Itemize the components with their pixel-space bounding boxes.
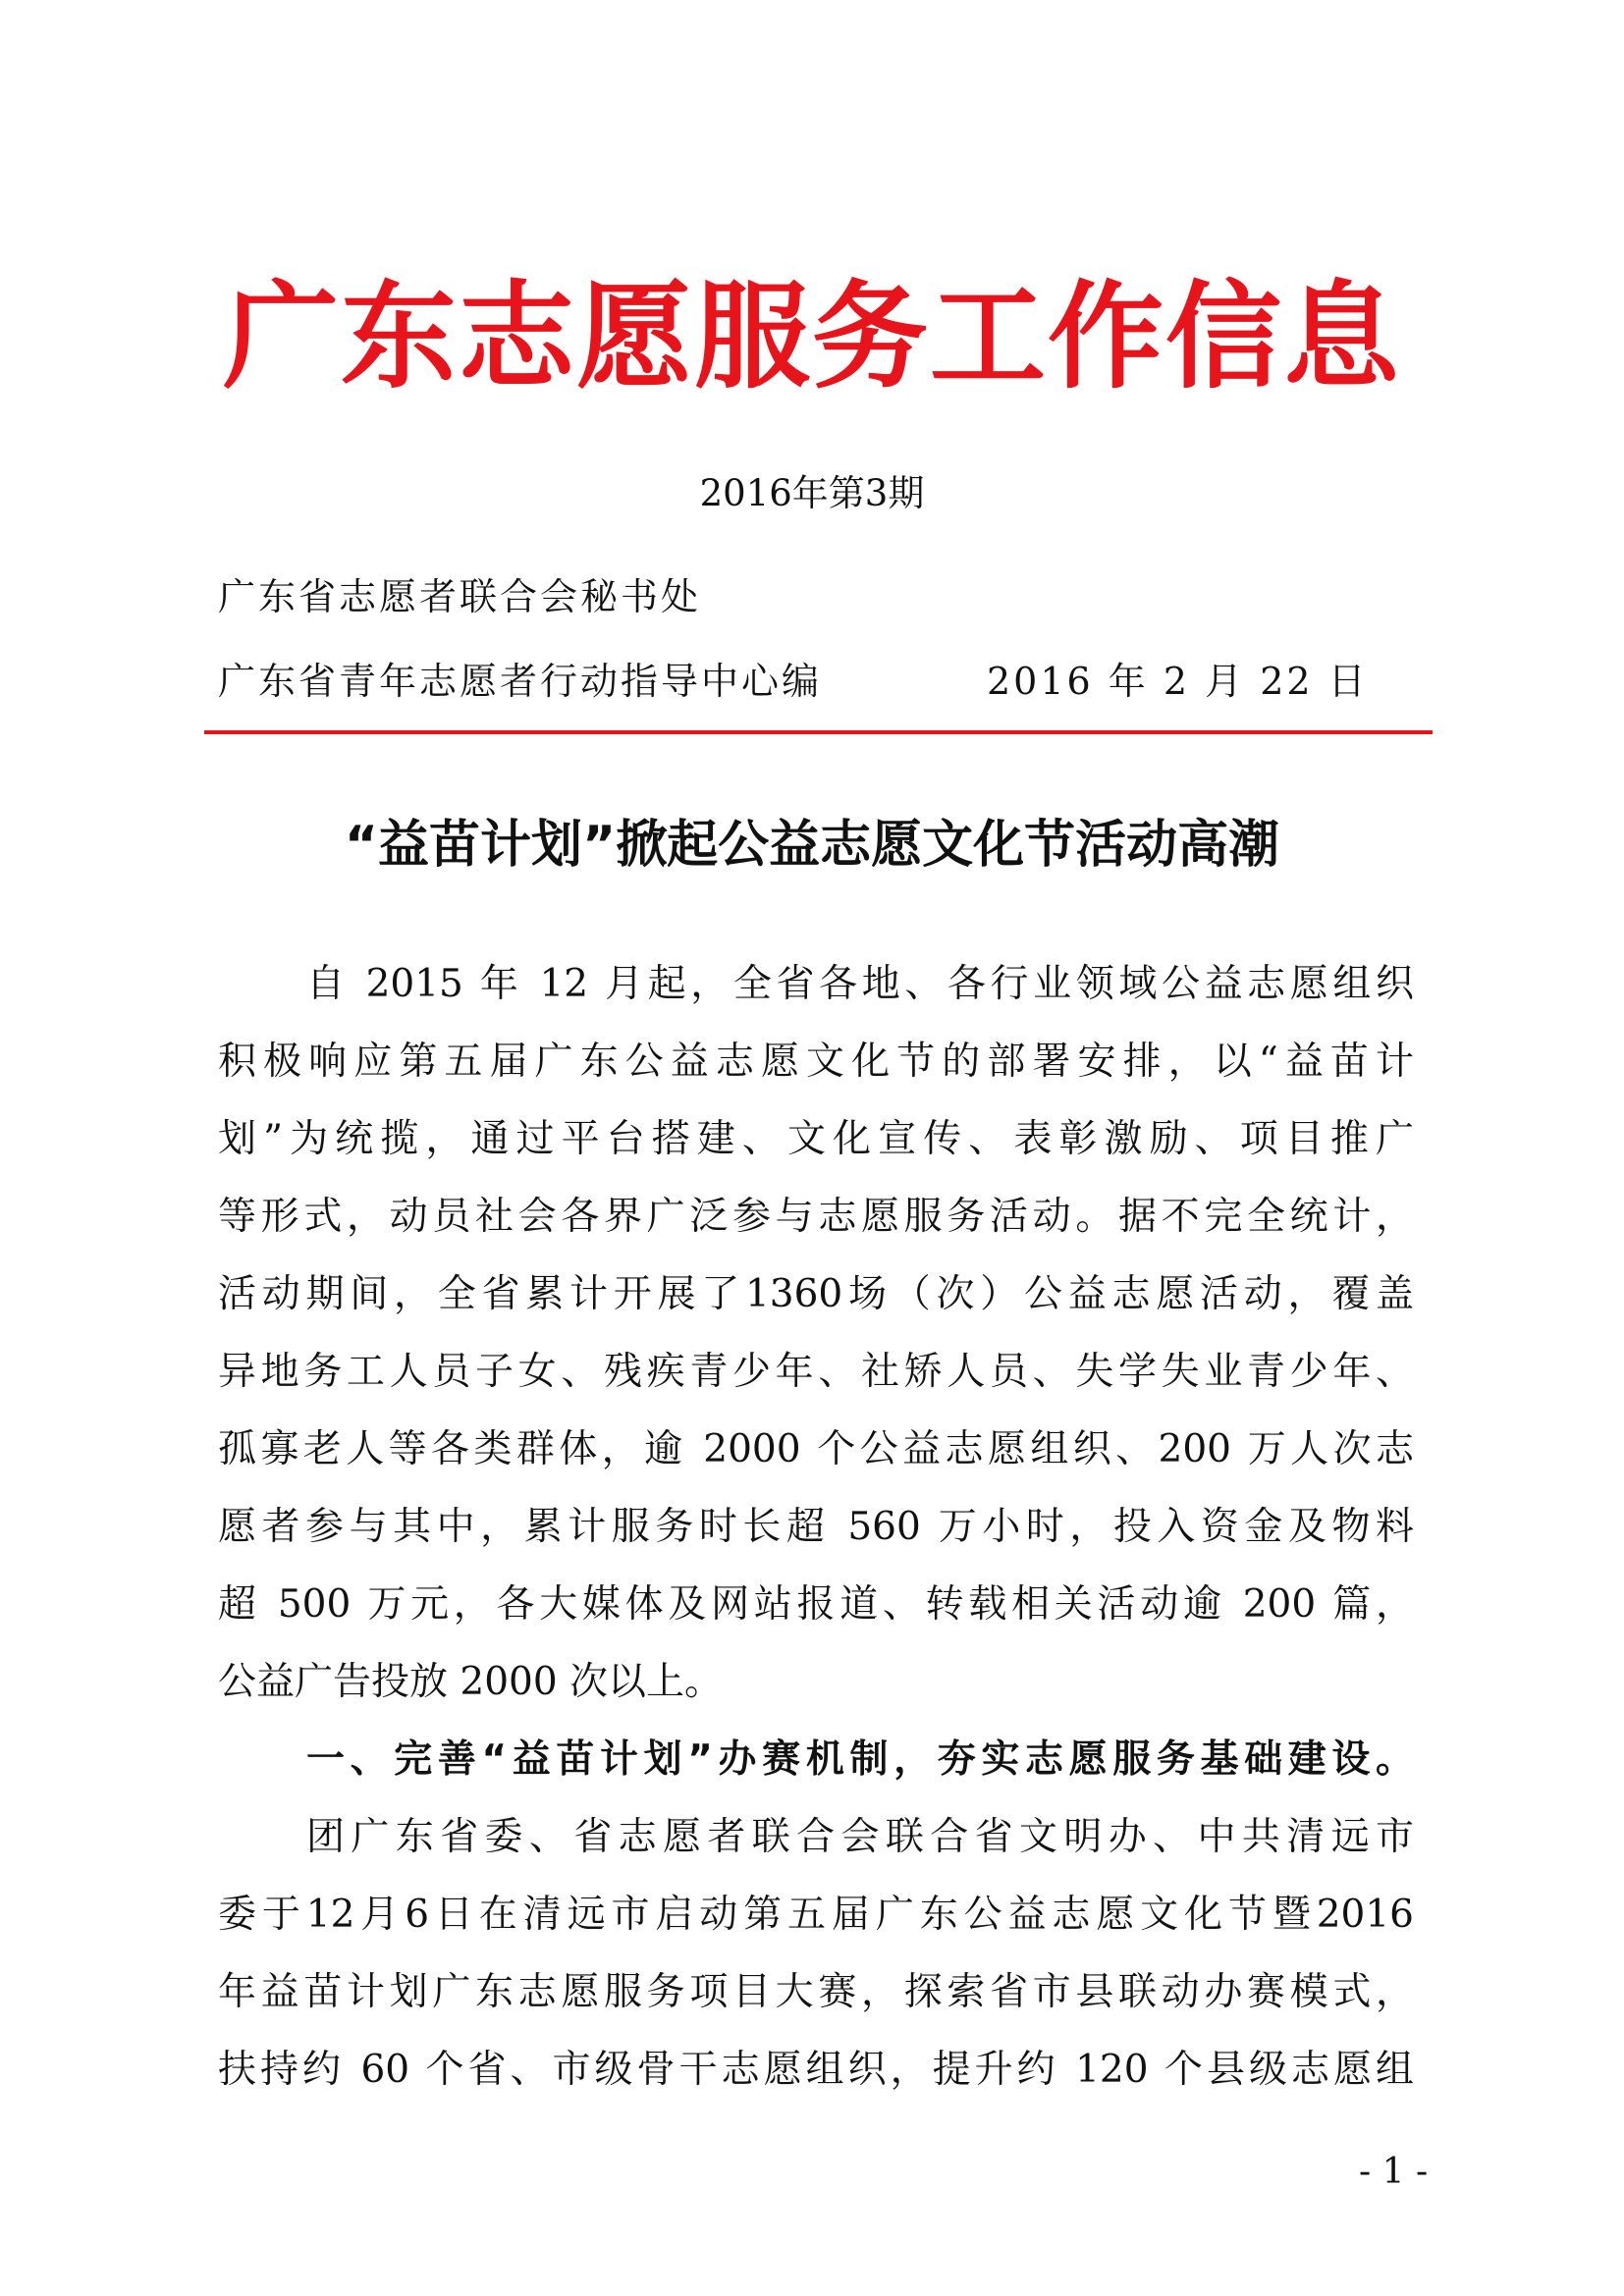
masthead-title: 广东志愿服务工作信息: [222, 269, 1401, 404]
intro-line: 自 2015 年 12 月起，全省各地、各行业领域公益志愿组织: [306, 962, 1414, 1006]
publisher-line-1: 广东省志愿者联合会秘书处: [218, 575, 702, 618]
intro-line: 愿者参与其中，累计服务时长超 560 万小时，投入资金及物料: [218, 1505, 1414, 1549]
intro-line: 超 500 万元，各大媒体及网站报道、转载相关活动逾 200 篇，: [218, 1582, 1414, 1627]
page-number: - 1 -: [1359, 2152, 1429, 2192]
intro-line: 异地务工人员子女、残疾青少年、社矫人员、失学失业青少年、: [218, 1350, 1414, 1394]
publish-date: 2016 年 2 月 22 日: [987, 660, 1369, 703]
masthead-divider: [204, 730, 1433, 734]
issue-number: 2016年第3期: [699, 472, 925, 514]
section-1-heading: 一、完善“益苗计划”办赛机制，夯实志愿服务基础建设。: [306, 1737, 1414, 1782]
section-1-line: 团广东省委、省志愿者联合会联合省文明办、中共清远市: [306, 1815, 1414, 1859]
article-headline: “益苗计划”掀起公益志愿文化节活动高潮: [344, 816, 1280, 875]
publisher-line-2: 广东省青年志愿者行动指导中心编: [218, 660, 823, 703]
intro-line: 孤寡老人等各类群体，逾 2000 个公益志愿组织、200 万人次志: [218, 1427, 1414, 1471]
intro-line: 划”为统揽，通过平台搭建、文化宣传、表彰激励、项目推广: [218, 1117, 1414, 1161]
section-1-line: 委于12月6日在清远市启动第五届广东公益志愿文化节暨2016: [218, 1893, 1414, 1937]
section-1-line: 年益苗计划广东志愿服务项目大赛，探索省市县联动办赛模式，: [218, 1970, 1414, 2014]
intro-line: 活动期间，全省累计开展了1360场（次）公益志愿活动，覆盖: [218, 1272, 1414, 1316]
section-1-line: 扶持约 60 个省、市级骨干志愿组织，提升约 120 个县级志愿组: [218, 2048, 1414, 2092]
intro-line: 积极响应第五届广东公益志愿文化节的部署安排，以“益苗计: [218, 1040, 1414, 1084]
intro-line: 公益广告投放 2000 次以上。: [218, 1660, 724, 1704]
intro-line: 等形式，动员社会各界广泛参与志愿服务活动。据不完全统计，: [218, 1195, 1414, 1239]
